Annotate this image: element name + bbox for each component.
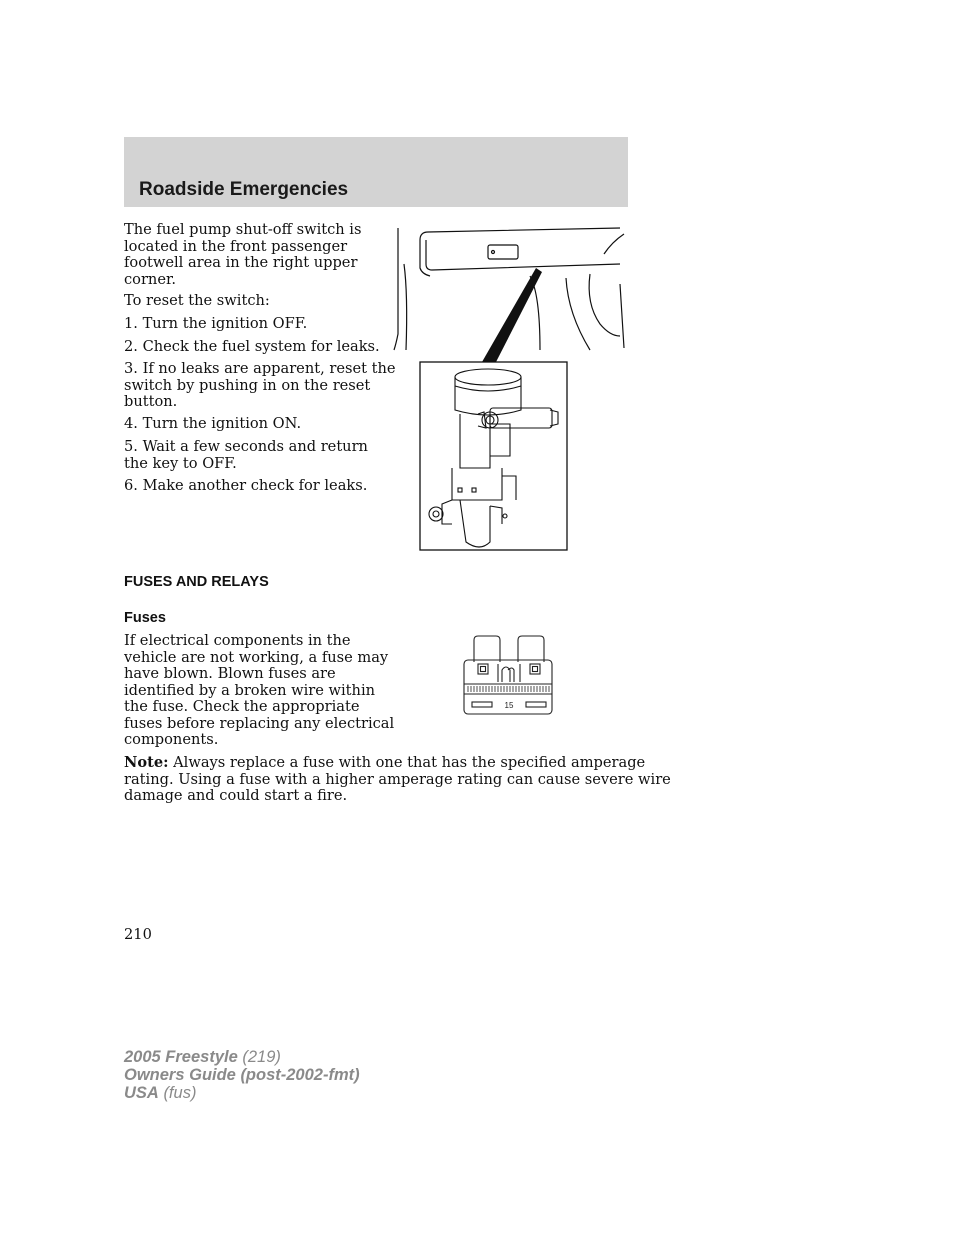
reset-label: To reset the switch: xyxy=(124,292,270,309)
document-footer xyxy=(124,1048,360,1102)
footer-region: USA xyxy=(124,1084,159,1102)
fuses-body-line: If electrical components in the xyxy=(124,632,351,649)
step-line: 6. Make another check for leaks. xyxy=(124,477,368,494)
fuses-body-line: vehicle are not working, a fuse may xyxy=(124,648,389,666)
footer-line-3 xyxy=(124,1084,360,1102)
step-line: button. xyxy=(124,393,178,410)
step-1 xyxy=(124,316,307,333)
section-header-band xyxy=(124,137,628,207)
step-line: 3. If no leaks are apparent, reset the xyxy=(124,360,396,377)
fuse-note xyxy=(124,755,671,805)
fuses-body-line: identified by a broken wire within xyxy=(124,681,376,699)
step-6 xyxy=(124,478,367,495)
note-line xyxy=(124,755,671,772)
step-line: 2. Check the fuel system for leaks. xyxy=(124,338,380,355)
step-line: switch by pushing in on the reset xyxy=(124,376,371,394)
fuses-body-line: components. xyxy=(124,731,219,748)
note-line: rating. Using a fuse with a higher amperage rating can cause severe wire xyxy=(124,770,671,788)
footer-model-code: (219) xyxy=(242,1048,281,1066)
blade-fuse-illustration xyxy=(462,634,556,716)
fuse-rating-label: 15 xyxy=(504,701,514,710)
footer-line-1 xyxy=(124,1048,360,1066)
step-2 xyxy=(124,339,380,356)
intro-line: located in the front passenger xyxy=(124,237,348,255)
intro-line: The fuel pump shut-off switch is xyxy=(124,221,362,238)
page-number: 210 xyxy=(124,926,152,943)
intro-line: corner. xyxy=(124,270,176,288)
fuel-pump-switch-illustration xyxy=(390,224,630,554)
note-label: Note: xyxy=(124,754,169,771)
note-text: Always replace a fuse with one that has the specified amperage xyxy=(173,754,646,771)
step-5 xyxy=(124,439,368,472)
fuel-pump-intro xyxy=(124,222,361,288)
footer-line-2 xyxy=(124,1066,360,1084)
step-3 xyxy=(124,361,396,411)
footer-region-code: (fus) xyxy=(163,1084,197,1102)
step-line: the key to OFF. xyxy=(124,454,237,472)
intro-line: footwell area in the right upper xyxy=(124,254,358,271)
fuses-body xyxy=(124,633,394,749)
section-title: Roadside Emergencies xyxy=(139,179,349,200)
step-line: 4. Turn the ignition ON. xyxy=(124,415,302,432)
fuses-subheading: Fuses xyxy=(124,610,166,626)
fuses-body-line: fuses before replacing any electrical xyxy=(124,714,395,732)
fuses-body-line: have blown. Blown fuses are xyxy=(124,665,336,682)
note-line: damage and could start a fire. xyxy=(124,787,348,804)
fuses-body-line: the fuse. Check the appropriate xyxy=(124,698,360,715)
step-line: 5. Wait a few seconds and return xyxy=(124,438,368,455)
step-line: 1. Turn the ignition OFF. xyxy=(124,315,308,332)
step-4 xyxy=(124,416,301,433)
footer-guide: Owners Guide (post-2002-fmt) xyxy=(124,1066,360,1084)
fuses-relays-heading: FUSES AND RELAYS xyxy=(124,574,269,590)
footer-model: 2005 Freestyle xyxy=(124,1048,238,1066)
